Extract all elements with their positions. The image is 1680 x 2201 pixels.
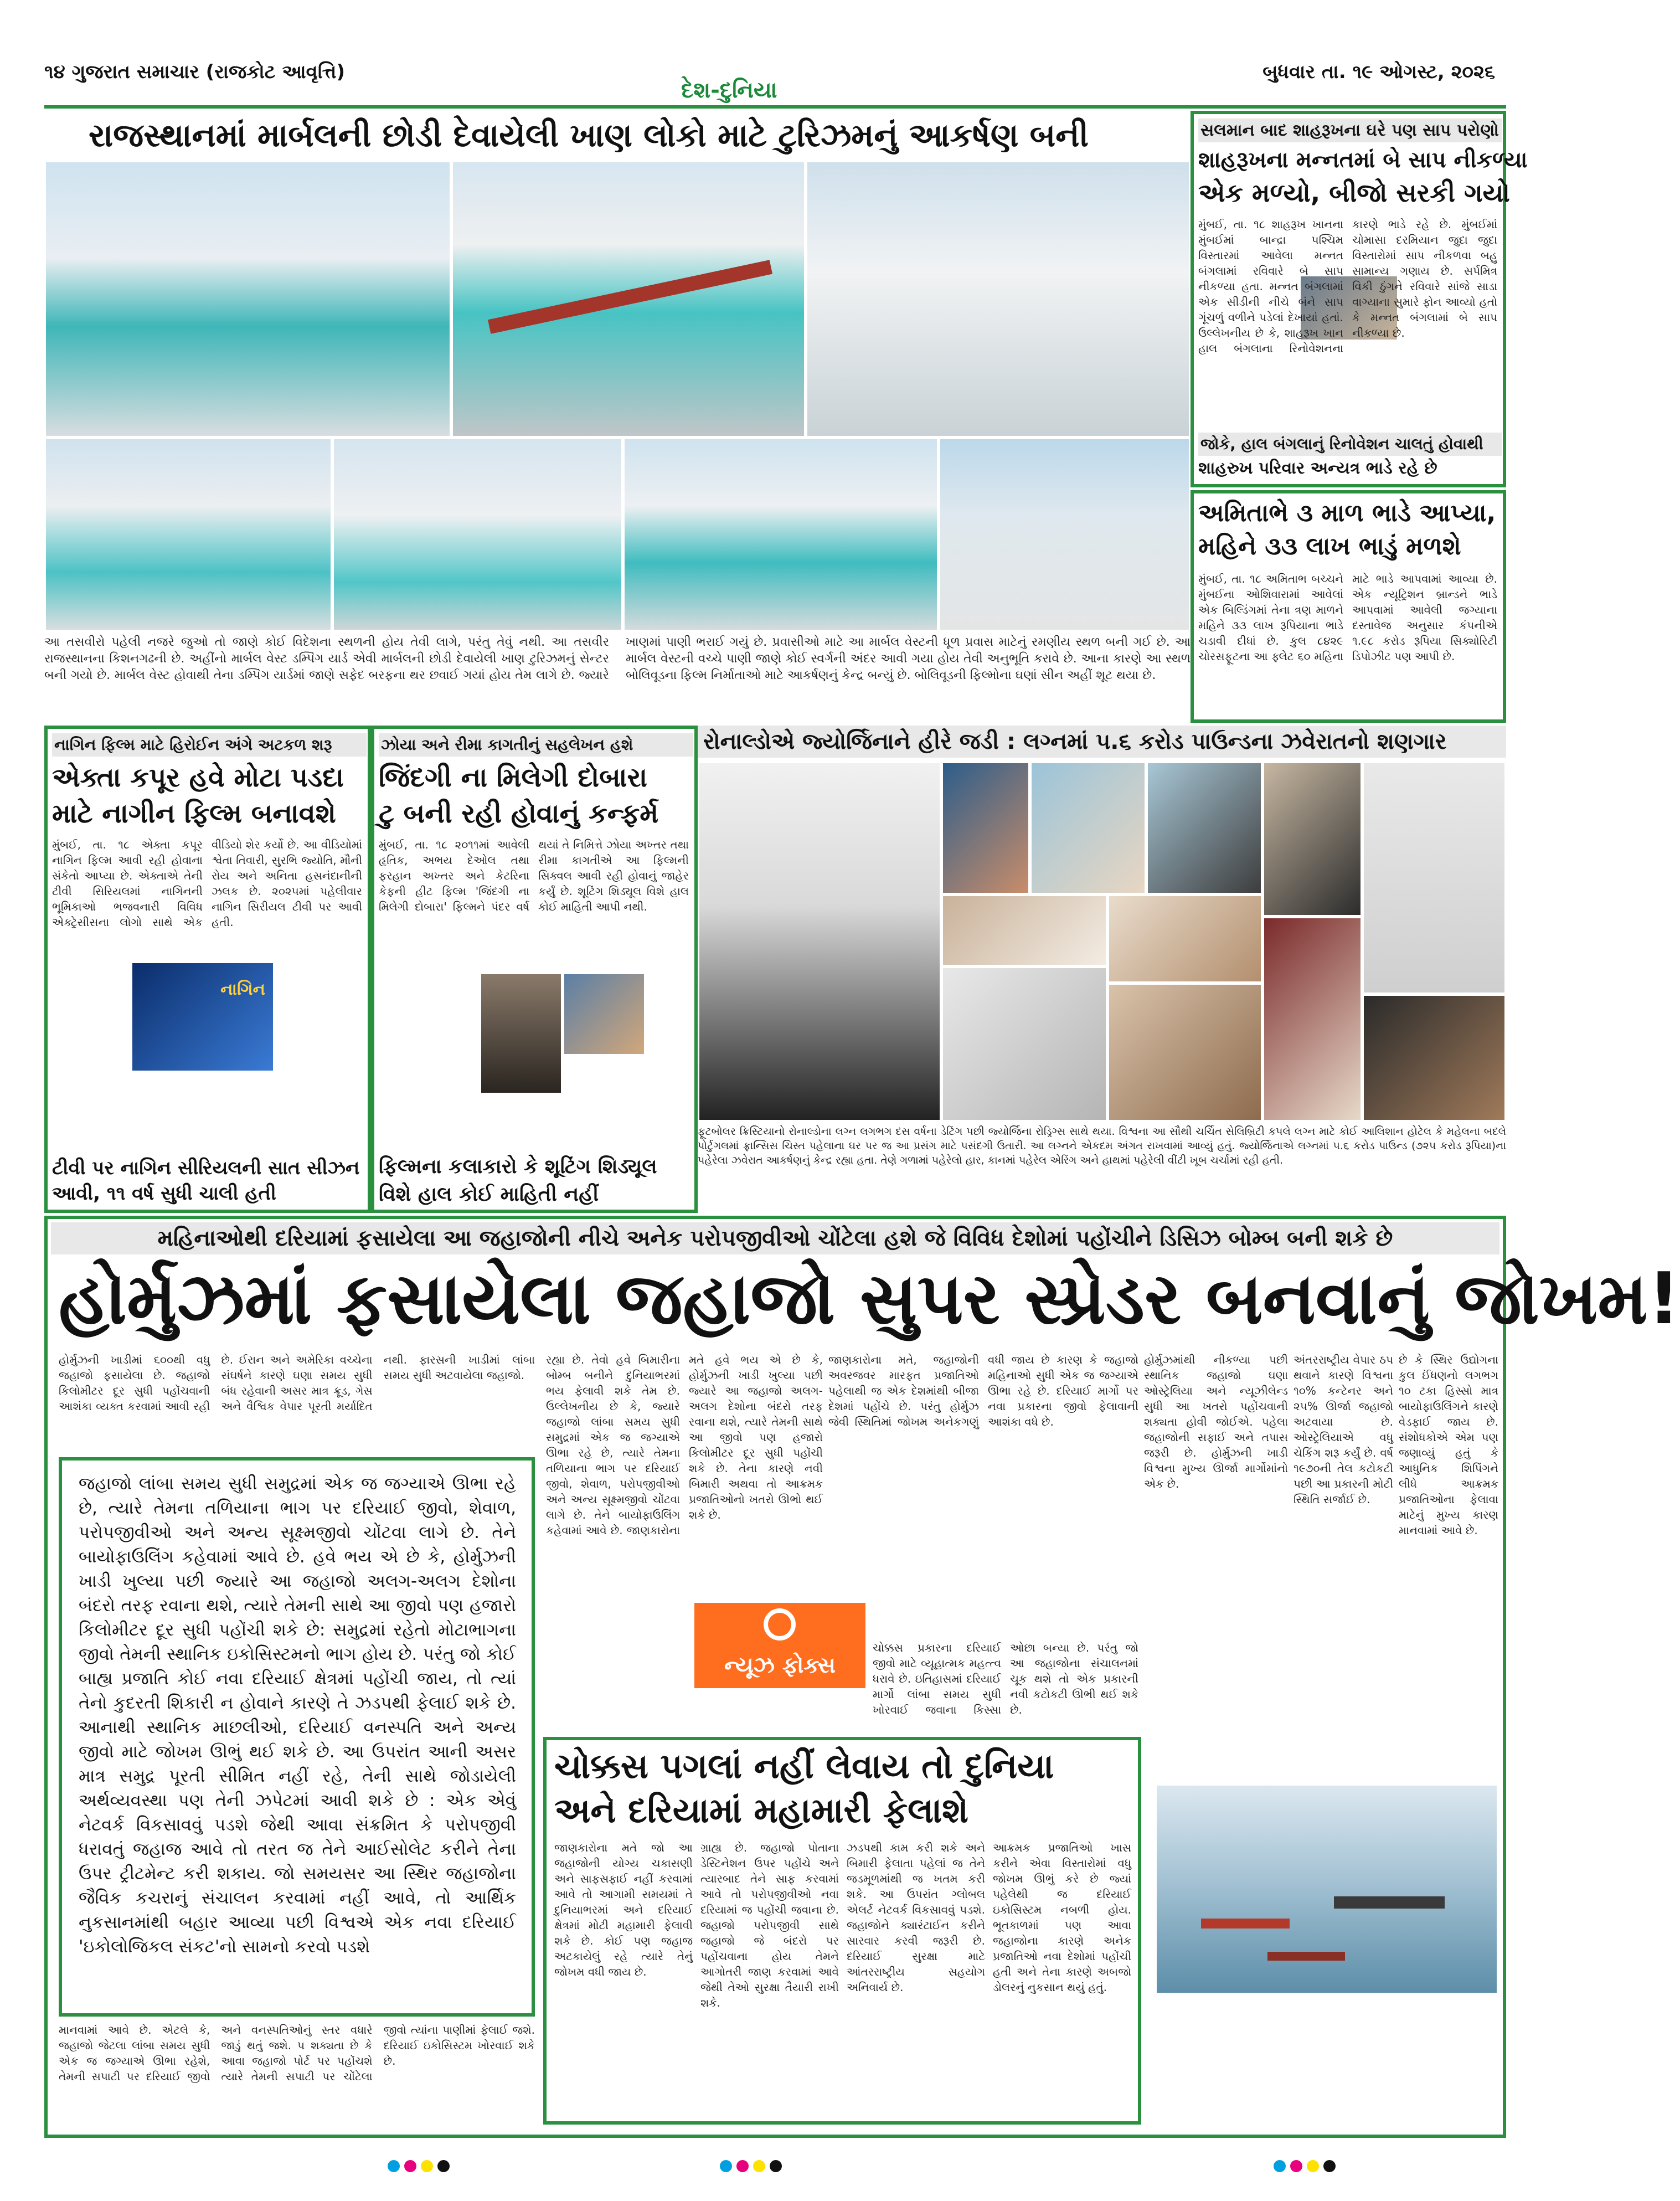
news-focus-logo — [693, 1601, 867, 1690]
epidemic-col2: ગ્રાહ્ય છે. જહાજો પોતાના ડેસ્ટિનેશન ઉપર પહોંચે અને ત્યારબાદ તેને સાફ કરવામાં આવે તો પરોપજીવીઓ નવા દરિયામાં જ પહોંચી જવાના છે. જહાજો પરોપજીવી સાથે જહાજો જે બંદરો પર પહોંચવાના હોય તેમને આગોતરી જાણ કરવામાં આવે જેથી તેઓ સુરક્ષા તૈયારી રાખી શકે. — [700, 1841, 839, 2009]
shahrukh-box — [1191, 111, 1528, 487]
marble-headline: રાજસ્થાનમાં માર્બલની છોડી દેવાયેલી ખાણ લોકો માટે ટુરિઝમનું આકર્ષણ બની — [89, 116, 1089, 154]
hormuz-col7: અંતરરાષ્ટ્રીય વેપાર ઠપ થવાને કારણે વિશ્વના ૧૦% કન્ટેનર અને ૨૫% ઊર્જા જહાજો અટવાયા છે. ઓસ્ટ્રેલિયાએ વધુ ચેકિંગ શરૂ કર્યું છે. વર્ષ ૧૯૭૦ની તેલ કટોકટી પછી આ પ્રકારની મોટી સ્થિતિ સર્જાઈ છે. — [1294, 1353, 1393, 1506]
ekta-kicker: નાગિન ફિલ્મ માટે હિરોઈન અંગે અટકળ શરૂ — [52, 733, 367, 757]
amitabh-headline-2: મહિને ૩૩ લાખ ભાડું મળશે — [1198, 532, 1461, 560]
epidemic-headline-1: ચોક્કસ પગલાં નહીં લેવાય તો દુનિયા — [554, 1746, 1054, 1786]
registration-dots-left — [388, 2160, 454, 2174]
hormuz-ships-photo — [1155, 1784, 1498, 1994]
zoya-sub-2: વિશે હાલ કોઈ માહિતી નહીં — [379, 1183, 599, 1206]
epidemic-col1: જાણકારોના મતે જો આ જહાજોની યોગ્ય ચકાસણી અને સાફસફાઈ નહીં કરવામાં આવે તો આગામી સમયમાં તે દુનિયાભરમાં અને દરિયાઈ ક્ષેત્રમાં મોટી મહામારી ફેલાવી શકે છે. કોઈ પણ જહાજ અટકાયેલું રહે ત્યારે તેનું જોખમ વધી જાય છે. — [554, 1841, 693, 1978]
registration-dots-right — [1274, 2160, 1340, 2174]
ronaldo-story — [698, 726, 1506, 1213]
ronaldo-photo-gown — [698, 762, 941, 1122]
hormuz-col8: છે કે સ્થિર ઉદ્યોગના કુલ ઈંધણનો લગભગ ૧૦ ટકા હિસ્સો માત્ર બાયોફાઉલિંગને કારણે વેડફાઈ જાય છે. સંશોધકોએ એમ પણ જણાવ્યું હતું કે આધુનિક શિપિંગને લીધે આક્રમક પ્રજાતિઓના ફેલાવા માટેનું મુખ્ય કારણ માનવામાં આવે છે. — [1399, 1353, 1498, 1537]
hormuz-headline: હોર્મુઝમાં ફસાયેલા જહાજો સુપર સ્પ્રેડર બનવાનું જોખમ! — [59, 1258, 1680, 1340]
epidemic-col4: આક્રમક પ્રજાતિઓ ખાસ કરીને એવા વિસ્તારોમાં વધુ જોખમ ઊભું કરે છે જ્યાં પહેલેથી જ દરિયાઈ ઇકોસિસ્ટમ નબળી હોય. ભૂતકાળમાં પણ આવા જહાજોના કારણે અનેક પ્રજાતિઓ નવા દેશોમાં પહોંચી હતી અને તેના કારણે અબજો ડોલરનું નુકસાન થયું હતું. — [993, 1841, 1131, 1994]
hormuz-col6: હોર્મુઝમાંથી નીકળ્યા પછી સ્થાનિક જહાજો ઘણા ઓસ્ટ્રેલિયા અને ન્યૂઝીલેન્ડ સુધી આ ખતરો પહોંચવાની શક્યતા હોવી જોઈએ. પહેલા જહાજોની સફાઈ અને તપાસ જરૂરી છે. હોર્મુઝની ખાડી વિશ્વના મુખ્ય ઊર્જા માર્ગોમાંનો એક છે. — [1144, 1353, 1288, 1490]
registration-dots-center — [720, 2160, 786, 2174]
nagin-badge: નાગિન — [220, 980, 265, 999]
zoya-body: મુંબઈ, તા. ૧૮ ૨૦૧૧માં આવેલી હૃતિક, અભય દેઓલ તથા ફરહાન અખ્તર અને કેટરિના કેફની હીટ ફિલ્મ 'જિંદગી ના મિલેગી દોબારા' ફિલ્મને પંદર વર્ષ થયાં તે નિમિત્તે ઝોયા અખ્તર તથા રીમા કાગતીએ આ ફિલ્મની સિક્વલ આવી રહી હોવાનું જાહેર કર્યું છે. શૂટિંગ શિડ્યૂલ વિશે હાલ કોઈ માહિતી આપી નથી. — [379, 838, 689, 913]
page-header-left: ૧૪ ગુજરાત સમાચાર (રાજકોટ આવૃત્તિ) — [44, 61, 346, 83]
marble-body: આ તસવીરો પહેલી નજરે જુઓ તો જાણે કોઈ વિદેશના સ્થળની હોય તેવી લાગે, પરંતુ તેવું નથી. આ તસવીર રાજસ્થાનના કિશનગઢની છે. અહીંનો માર્બલ વેસ્ટ ડમ્પિંગ યાર્ડ એવી માર્બલની છોડી દેવાયેલી ખાણ ટુરિઝમનું સેન્ટર બની ગયો છે. માર્બલ વેસ્ટ હોવાથી તેના ડમ્પિંગ યાર્ડમાં જાણે સફેદ બરફના થર છવાઈ ગયાં હોય તેમ લાગે છે. જ્યારે ખાણમાં પાણી ભરાઈ ગયું છે. પ્રવાસીઓ માટે આ માર્બલ વેસ્ટની ધૂળ પ્રવાસ માટેનું રમણીય સ્થળ બની ગઈ છે. આ માર્બલ વેસ્ટની વચ્ચે પાણી જાણે કોઈ સ્વર્ગની અંદર આવી ગયા હોય તેવી અનુભૂતિ કરાવે છે. આના કારણે આ સ્થળ બોલિવૂડના ફિલ્મ નિર્માતાઓ માટે આકર્ષણનું કેન્દ્ર બન્યું છે. બોલિવૂડની ફિલ્મોના ઘણાં સીન અહીં શૂટ થયા છે. — [44, 635, 1191, 682]
ekta-box — [44, 726, 371, 1213]
ronaldo-photo-3 — [1030, 762, 1146, 894]
zoya-sub-1: ફિલ્મના કલાકારો કે શૂટિંગ શિડ્યૂલ — [379, 1155, 657, 1178]
ronaldo-photo-11 — [1262, 917, 1362, 1122]
marble-photo-3 — [806, 161, 1191, 438]
ronaldo-photo-4 — [1146, 762, 1262, 894]
shahrukh-sub-1: જોકે, હાલ બંગલાનું રિનોવેશન ચાલતું હોવાથી — [1198, 433, 1502, 456]
page-date: બુધવાર તા. ૧૯ ઓગસ્ટ, ૨૦૨૬ — [1262, 61, 1495, 83]
zoya-headline-1: જિંદગી ના મિલેગી દોબારા — [379, 762, 648, 793]
ronaldo-headline: રોનાલ્ડોએ જ્યોર્જિનાને હીરે જડી : લગ્નમાં ૫.૬ કરોડ પાઉન્ડના ઝવેરાતનો શણગાર — [698, 726, 1506, 758]
eye-icon — [764, 1608, 796, 1641]
marble-photo-bridge — [451, 161, 806, 438]
epidemic-headline-2: અને દરિયામાં મહામારી ફેલાશે — [554, 1790, 968, 1830]
section-label: દેશ-દુનિયા — [681, 78, 777, 103]
hormuz-pull-box — [59, 1457, 535, 2017]
marble-photo-7 — [939, 438, 1191, 631]
zoya-box — [371, 726, 698, 1213]
hormuz-pull-text: જહાજો લાંબા સમય સુધી સમુદ્રમાં એક જ જગ્યાએ ઊભા રહે છે, ત્યારે તેમના તળિયાના ભાગ પર દરિયાઈ જીવો, શેવાળ, પરોપજીવીઓ અને અન્ય સૂક્ષ્મજીવો ચોંટવા લાગે છે. તેને બાયોફાઉલિંગ કહેવામાં આવે છે. હવે ભય એ છે કે, હોર્મુઝની ખાડી ખુલ્યા પછી જ્યારે આ જહાજો અલગ-અલગ દેશોના બંદરો તરફ રવાના થશે, ત્યારે તેમની સાથે આ જીવો પણ હજારો કિલોમીટર દૂર સુધી પહોંચી શકે છે: સમુદ્રમાં રહેતો મોટાભાગના જીવો તેમની સ્થાનિક ઇકોસિસ્ટમનો ભાગ હોય છે. પરંતુ જો કોઈ બાહ્ય પ્રજાતિ કોઈ નવા દરિયાઈ ક્ષેત્રમાં પહોંચી જાય, તો ત્યાં તેનો કુદરતી શિકારી ન હોવાને કારણે તે ઝડપથી ફેલાઈ શકે છે. આનાથી સ્થાનિક માછલીઓ, દરિયાઈ વનસ્પતિ અને અન્ય જીવો માટે જોખમ ઊભું થઈ શકે છે. આ ઉપરાંત આની અસર માત્ર સમુદ્ર પૂરતી સીમિત નહીં રહે, તેની સાથે જોડાયેલી અર્થવ્યવસ્થા પણ તેની ઝપેટમાં આવી શકે છે : એક એવું નેટવર્ક વિકસાવવું પડશે જેથી આવા સંક્રમિત કે પરોપજીવી ધરાવતું જહાજ આવે તો તરત જ તેને આઈસોલેટ કરીને તેના ઉપર ટ્રીટમેન્ટ કરી શકાય. જો સમયસર આ સ્થિર જહાજોના જૈવિક કચરાનું સંચાલન કરવામાં નહીં આવે, તો આર્થિક નુકસાનમાંથી બહાર આવ્યા પછી વિશ્વએ એક નવા દરિયાઈ 'ઇકોલોજિકલ સંકટ'નો સામનો કરવો પડશે — [79, 1474, 516, 1957]
ronaldo-photo-6 — [1362, 762, 1506, 994]
ekta-headline-2: માટે નાગીન ફિલ્મ બનાવશે — [52, 798, 336, 829]
ekta-headline-1: એક્તા કપૂર હવે મોટા પડદા — [52, 762, 344, 793]
shahrukh-kicker: સલમાન બાદ શાહરૂખના ઘરે પણ સાપ પરોણો — [1198, 119, 1502, 142]
epidemic-col3: ઝડપથી કામ કરી શકે અને બિમારી ફેલાતા પહેલાં જ તેને જડમૂળમાંથી જ ખતમ કરી શકે. આ ઉપરાંત ગ્લોબલ એલર્ટ નેટવર્ક વિકસાવવું પડશે. જહાજોને ક્યારંટાઈન કરીને સારવાર કરવી જરૂરી છે. દરિયાઈ સુરક્ષા માટે આંતરરાષ્ટ્રીય સહયોગ અનિવાર્ય છે. — [847, 1841, 985, 1994]
hormuz-kicker: મહિનાઓથી દરિયામાં ફસાયેલા આ જહાજોની નીચે અનેક પરોપજીવીઓ ચોંટેલા હશે જે વિવિધ દેશોમાં પહોંચીને ડિસિઝ બોમ્બ બની શકે છે — [51, 1222, 1499, 1254]
marble-photo-1 — [44, 161, 451, 438]
zoya-headline-2: ટુ બની રહી હોવાનું કન્ફર્મ — [379, 798, 659, 829]
marble-photo-grid — [44, 161, 1191, 631]
ronaldo-photo-8 — [1107, 894, 1262, 983]
hormuz-col4: જાણકારોના મતે, જહાજોની અવરજવર મારફત પ્રજાતિઓ પહેલાથી જ એક દેશમાંથી બીજા દેશમાં પહોંચે છે. પરંતુ હોર્મુઝ જેવી સ્થિતિમાં જોખમ અનેકગણું વધી જાય છે કારણ કે જહાજો મહિનાઓ સુધી એક જ જગ્યાએ ઊભા રહે છે. દરિયાઈ માર્ગો પર નવા પ્રકારના જીવો ફેલાવાની આશંકા વધે છે. — [828, 1353, 1138, 1428]
hormuz-box — [44, 1216, 1680, 2138]
ekta-body: મુંબઈ, તા. ૧૮ એક્તા કપૂર નાગિન ફિલ્મ આવી રહી હોવાના સંકેતો આપ્યા છે. એક્તાએ તેની ટીવી સિરિયલમાં નાગિનની ભૂમિકાઓ ભજવનારી વિવિધ એક્ટ્રેસીસના લોગો સાથે એક વીડિયો શેર કર્યો છે. આ વીડિયોમાં શ્વેતા તિવારી, સુરભિ જ્યોતિ, મૌની રોય અને અનિતા હસનંદાનીની ઝલક છે. ૨૦૨૫માં પહેલીવાર નાગિન સિરીયલ ટીવી પર આવી હતી. — [52, 838, 362, 929]
shahrukh-headline-1: શાહરૂખના મન્નતમાં બે સાપ નીકળ્યા — [1198, 147, 1528, 173]
zoya-kicker: ઝોયા અને રીમા કાગતીનું સહલેખન હશે — [379, 733, 693, 757]
ronaldo-photo-7 — [941, 894, 1107, 966]
hormuz-col2: રહ્યા છે. તેવો હવે બિમારીના બોમ્બ બનીને દુનિયાભરમાં ભય ફેલાવી શકે તેમ છે. ઉલ્લેખનીય છે કે, જ્યારે જહાજો લાંબા સમય સુધી સમુદ્રમાં એક જ જગ્યાએ ઊભા રહે છે, ત્યારે તેમના તળિયાના ભાગ પર દરિયાઈ જીવો, શેવાળ, પરોપજીવીઓ અને અન્ય સૂક્ષ્મજીવો ચોંટવા લાગે છે. તેને બાયોફાઉલિંગ કહેવામાં આવે છે. જાણકારોના મતે હવે ભય એ છે કે, હોર્મુઝની ખાડી ખુલ્યા પછી જ્યારે આ જહાજો અલગ-અલગ દેશોના બંદરો તરફ રવાના થશે, ત્યારે તેમની સાથે આ જીવો પણ હજારો કિલોમીટર દૂર સુધી પહોંચી શકે છે. તેના કારણે નવી બિમારી અથવા તો આક્રમક પ્રજાતિઓનો ખતરો ઊભો થઈ શકે છે. — [546, 1353, 823, 1537]
amitabh-box — [1191, 490, 1506, 723]
ronaldo-photo-12 — [1362, 994, 1506, 1122]
marble-photo-4 — [44, 438, 332, 631]
news-focus-label: ન્યૂઝ ફોક્સ — [724, 1653, 836, 1678]
ronaldo-photo-10 — [1107, 983, 1262, 1122]
marble-photo-6 — [623, 438, 939, 631]
epidemic-box — [543, 1737, 1141, 2125]
ronaldo-photo-5 — [1262, 762, 1362, 917]
hormuz-intro: હોર્મુઝની ખાડીમાં ૬૦૦થી વધુ જહાજો ફસાયેલા છે. જહાજો કિલોમીટર દૂર સુધી પહોંચવાની આશંકા વ્યક્ત કરવામાં આવી રહી છે. ઈરાન અને અમેરિકા વચ્ચેના સંઘર્ષને કારણે ઘણા સમય સુધી બંધ રહેવાની અસર માત્ર ક્રૂડ, ગેસ અને વૈશ્વિક વેપાર પૂરતી મર્યાદિત નથી. ફારસની ખાડીમાં લાંબા સમય સુધી અટવાયેલા જહાજો. — [59, 1353, 535, 1413]
ekta-sub: ટીવી પર નાગિન સીરિયલની સાત સીઝન આવી, ૧૧ વર્ષ સુધી ચાલી હતી — [52, 1157, 360, 1205]
hormuz-col1-foot: માનવામાં આવે છે. એટલે કે, જહાજો જેટલા લાંબા સમય સુધી એક જ જગ્યાએ ઊભા રહેશે, તેમની સપાટી પર દરિયાઈ જીવો અને વનસ્પતિઓનું સ્તર વધારે જાડું થતું જશે. ૫ શક્યતા છે કે આવા જહાજો પોર્ટ પર પહોંચશે ત્યારે તેમની સપાટી પર ચોંટેલા જીવો ત્યાંના પાણીમાં ફેલાઈ જશે. દરિયાઈ ઇકોસિસ્ટમ ખોરવાઈ શકે છે. — [59, 2023, 535, 2083]
marble-photo-5 — [332, 438, 623, 631]
hormuz-col5: ચોક્કસ પ્રકારના દરિયાઈ જીવો માટે વ્યૂહાત્મક મહત્ત્વ ધરાવે છે. ઇતિહાસમાં દરિયાઈ માર્ગો લાંબા સમય સુધી ખોરવાઈ જવાના કિસ્સા ઓછા બન્યા છે. પરંતુ જો આ જહાજોના સંચાલનમાં ચૂક થશે તો એક પ્રકારની નવી કટોકટી ઊભી થઈ શકે છે. — [873, 1641, 1138, 1716]
amitabh-headline-1: અમિતાભે ૩ માળ ભાડે આપ્યા, — [1198, 499, 1496, 527]
amitabh-body: મુંબઈ, તા. ૧૮ અમિતાભ બચ્ચને મુંબઈના ઓશિવારામાં આવેલાં એક બિલ્ડિંગમાં તેના ત્રણ માળને મહિને ૩૩ લાખ રૂપિયાના ભાડે ચડાવી દીધાં છે. કુલ ૮૪૨૯ ચોરસફૂટના આ ફ્લેટ ૬૦ મહિના માટે ભાડે આપવામાં આવ્યા છે. એક ન્યૂટ્રિશન બ્રાન્ડને ભાડે આપવામાં આવેલી જગ્યાના દસ્તાવેજ અનુસાર કંપનીએ ૧.૯૮ કરોડ રૂપિયા સિક્યોરિટી ડિપોઝીટ પણ આપી છે. — [1198, 572, 1497, 663]
shahrukh-body: મુંબઈ, તા. ૧૮ શાહરૂખ ખાનના મુંબઈમાં બાન્દ્રા પશ્ચિમ વિસ્તારમાં આવેલા મન્નત બંગલામાં રવિવારે બે સાપ નીકળ્યા હતા. મન્નત બંગલામાં એક સીડીની નીચે બંને સાપ ગૂંચળું વળીને પડેલાં દેખાયાં હતાં. ઉલ્લેખનીય છે કે, શાહરૂખ ખાન હાલ બંગલાના રિનોવેશનના કારણે ભાડે રહે છે. મુંબઈમાં ચોમાસા દરમિયાન જુદા જુદા વિસ્તારોમાં સાપ નીકળવા બહુ સામાન્ય ગણાય છે. સર્પમિત્ર વિકી ઠુંગને રવિવારે સાંજે સાડા વાગ્યાના સુમારે ફોન આવ્યો હતો કે મન્નત બંગલામાં બે સાપ નીકળ્યા છે. — [1198, 218, 1497, 355]
ronaldo-body: ફૂટબોલર ક્રિસ્ટિયાનો રોનાલ્ડોના લગ્ન લગભગ દસ વર્ષના ડેટિંગ પછી જ્યોર્જિના રોડ્રિગ્સ સાથે થયા. વિશ્વના આ સૌથી ચર્ચિત સેલિબ્રિટી કપલે લગ્ન માટે કોઈ આલિશાન હોટેલ કે મહેલના બદલે પોર્ટુગલમાં ફ્રાન્સિસ ચિસ્ત પહેલાના ઘર પર જ આ પ્રસંગ માટે પસંદગી ઉતારી. આ લગ્નને એકદમ અંગત રાખવામાં આવ્યું હતું. જ્યોર્જિનાએ લગ્નમાં ૫.૬ કરોડ પાઉન્ડ (૭૨૫ કરોડ રૂપિયા)ના પહેરેલા ઝવેરાત આકર્ષણનું કેન્દ્ર રહ્યા હતા. તેણે ગળામાં પહેરેલો હાર, કાનમાં પહેરેલ એરિંગ અને હાથમાં પહેરેલી વીંટી ખૂબ ચર્ચામાં રહી હતી. — [698, 1125, 1506, 1166]
shahrukh-sub-2: શાહરુખ પરિવાર અન્યત્ર ભાડે રહે છે — [1198, 459, 1437, 478]
ronaldo-photo-2 — [941, 762, 1030, 894]
ronaldo-photo-9 — [941, 966, 1107, 1122]
header-rule — [44, 105, 1506, 109]
shahrukh-headline-2: એક મળ્યો, બીજો સરકી ગયો — [1198, 178, 1510, 208]
